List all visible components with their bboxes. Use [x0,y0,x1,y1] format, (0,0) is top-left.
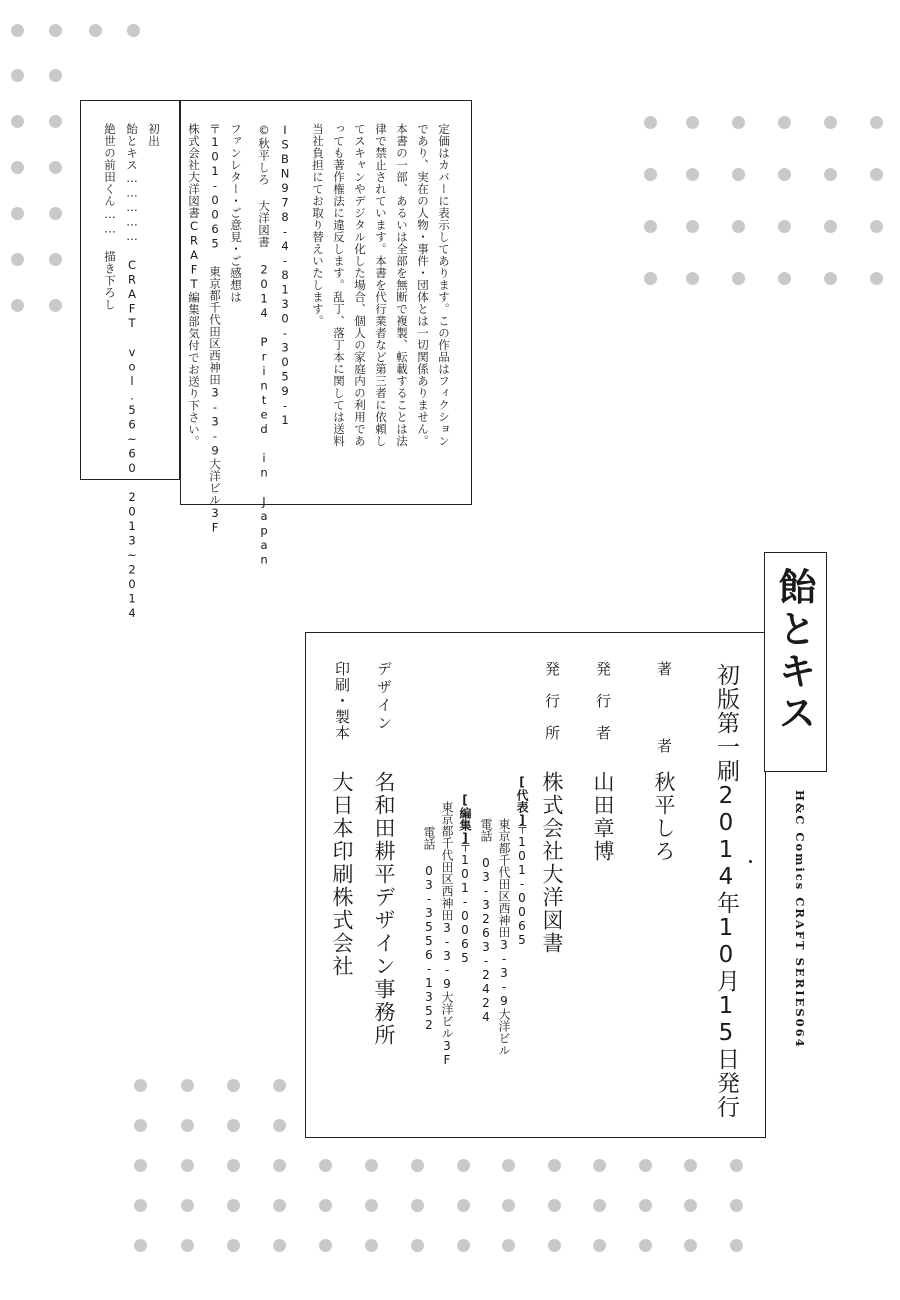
copyright: ©秋平しろ 大洋図書 2014 Printed in Japan [257,123,271,567]
decorative-dot [639,1239,652,1252]
decorative-dot [319,1199,332,1212]
notice-line: 定価はカバーに表示してあります。この作品はフィクション [437,123,451,447]
decorative-dot [134,1079,147,1092]
decorative-dot [644,116,657,129]
decorative-dot [181,1159,194,1172]
decorative-dot [11,24,24,37]
decorative-dot [49,253,62,266]
decorative-dot [824,220,837,233]
decorative-dot [639,1159,652,1172]
decorative-dot [457,1239,470,1252]
notice-line: っても著作権法に違反します。乱丁、落丁本に関しては送料 [332,123,346,447]
decorative-dot [502,1199,515,1212]
decorative-dot [824,168,837,181]
first-appearance-line: 絶世の前田くん…… 描き下ろし [103,123,117,311]
first-appearance-heading: 初出 [147,123,161,147]
decorative-dot [593,1199,606,1212]
decorative-dot [644,220,657,233]
rep-address: 東京都千代田区西神田3-3-9大洋ビル [497,818,511,1056]
decorative-dot [181,1119,194,1132]
decorative-dot [778,220,791,233]
fan-letter-address: 〒101-0065 東京都千代田区西神田3-3-9大洋ビル3F [208,123,222,535]
decorative-dot [732,168,745,181]
rep-tag: [代表] [515,775,529,827]
decorative-dot [273,1119,286,1132]
decorative-dot [778,116,791,129]
decorative-dot [870,272,883,285]
decorative-dot [824,272,837,285]
publisher-name: 株式会社大洋図書 [540,771,564,955]
decorative-dot [457,1199,470,1212]
decorative-dot [639,1199,652,1212]
notice-line: 律で禁止されています。本書を代行業者など第三者に依頼し [374,123,388,447]
decorative-dot [227,1079,240,1092]
publisher-person-label: 発行者 [594,661,612,757]
series-label: H&C Comics CRAFT SERIES064 [793,790,807,1049]
decorative-dot [273,1079,286,1092]
decorative-dot [49,299,62,312]
notice-line: 本書の一部、あるいは全部を無断で複製、転載することは法 [395,123,409,447]
notice-line: であり、実在の人物・事件・団体とは一切関係ありません。 [416,123,430,447]
decorative-dot [686,272,699,285]
decorative-dot [686,168,699,181]
title-box [764,552,827,772]
decorative-dot [134,1199,147,1212]
decorative-dot [684,1199,697,1212]
design-label: デザイン [375,661,393,733]
rep-phone: 電話 03-3263-2424 [479,818,493,1024]
decorative-dot [502,1159,515,1172]
decorative-dot [732,220,745,233]
decorative-dot [548,1199,561,1212]
decorative-dot [411,1159,424,1172]
decorative-dot [273,1159,286,1172]
decorative-dot [319,1239,332,1252]
decorative-dot [49,161,62,174]
decorative-dot [824,116,837,129]
decorative-dot [227,1199,240,1212]
decorative-dot [49,115,62,128]
fan-letter-note: ファンレター・ご意見・ご感想は [229,123,243,303]
notice-line: てスキャンやデジタル化した場合、個人の家庭内の利用であ [353,123,367,447]
decorative-dot [11,299,24,312]
edit-phone: 電話 03-3556-1352 [422,826,436,1032]
decorative-dot [644,168,657,181]
decorative-dot [273,1239,286,1252]
decorative-dot [365,1159,378,1172]
decorative-dot [11,161,24,174]
decorative-dot [411,1199,424,1212]
printer-name: 大日本印刷株式会社 [330,771,354,978]
decorative-dot [548,1159,561,1172]
edit-tag: [編集] [458,793,472,845]
decorative-dot [227,1159,240,1172]
decorative-dot [686,220,699,233]
decorative-dot [181,1079,194,1092]
decorative-dot [730,1159,743,1172]
decorative-dot [11,207,24,220]
decorative-dot [227,1119,240,1132]
decorative-dot [181,1239,194,1252]
decorative-dot [365,1239,378,1252]
decorative-dot [134,1159,147,1172]
decorative-dot [778,272,791,285]
decorative-dot [732,116,745,129]
decorative-dot [730,1239,743,1252]
decorative-dot [227,1239,240,1252]
decorative-dot [684,1239,697,1252]
author-label: 著 者 [655,661,673,775]
edition-date: 初版第一刷2014年10月15日発行 [713,663,739,1119]
edit-postal: 〒101-0065 [458,841,472,965]
book-title: 飴とキス [772,567,817,735]
register-mark [749,860,752,863]
decorative-dot [593,1239,606,1252]
print-label: 印刷・製本 [333,661,351,741]
decorative-dot [502,1239,515,1252]
fan-letter-dept: 株式会社大洋図書CRAFT編集部気付でお送り下さい。 [187,123,201,448]
first-appearance-line: 飴とキス…………… CRAFT vol.56~60 2013~2014 [125,123,139,621]
decorative-dot [273,1199,286,1212]
decorative-dot [870,168,883,181]
rep-postal: 〒101-0065 [515,823,529,947]
decorative-dot [457,1159,470,1172]
decorative-dot [127,24,140,37]
decorative-dot [134,1239,147,1252]
decorative-dot [181,1199,194,1212]
decorative-dot [593,1159,606,1172]
decorative-dot [11,69,24,82]
publisher-person-name: 山田章博 [591,771,615,863]
decorative-dot [89,24,102,37]
decorative-dot [732,272,745,285]
edit-address: 東京都千代田区西神田3-3-9大洋ビル3F [440,801,454,1067]
decorative-dot [49,24,62,37]
decorative-dot [365,1199,378,1212]
decorative-dot [49,207,62,220]
author-name: 秋平しろ [652,771,676,863]
decorative-dot [319,1159,332,1172]
decorative-dot [778,168,791,181]
decorative-dot [49,69,62,82]
publisher-label: 発行所 [543,661,561,757]
decorative-dot [548,1239,561,1252]
notice-line: 当社負担にてお取り替えいたします。 [311,123,325,327]
decorative-dot [870,116,883,129]
decorative-dot [686,116,699,129]
first-appearance-box [80,100,180,621]
decorative-dot [730,1199,743,1212]
design-name: 名和田耕平デザイン事務所 [372,771,396,1047]
decorative-dot [684,1159,697,1172]
decorative-dot [411,1239,424,1252]
decorative-dot [11,115,24,128]
colophon-box [305,632,766,1138]
decorative-dot [134,1119,147,1132]
notice-box [180,100,472,567]
decorative-dot [644,272,657,285]
decorative-dot [11,253,24,266]
decorative-dot [870,220,883,233]
isbn: ISBN978-4-8130-3059-1 [278,123,292,428]
